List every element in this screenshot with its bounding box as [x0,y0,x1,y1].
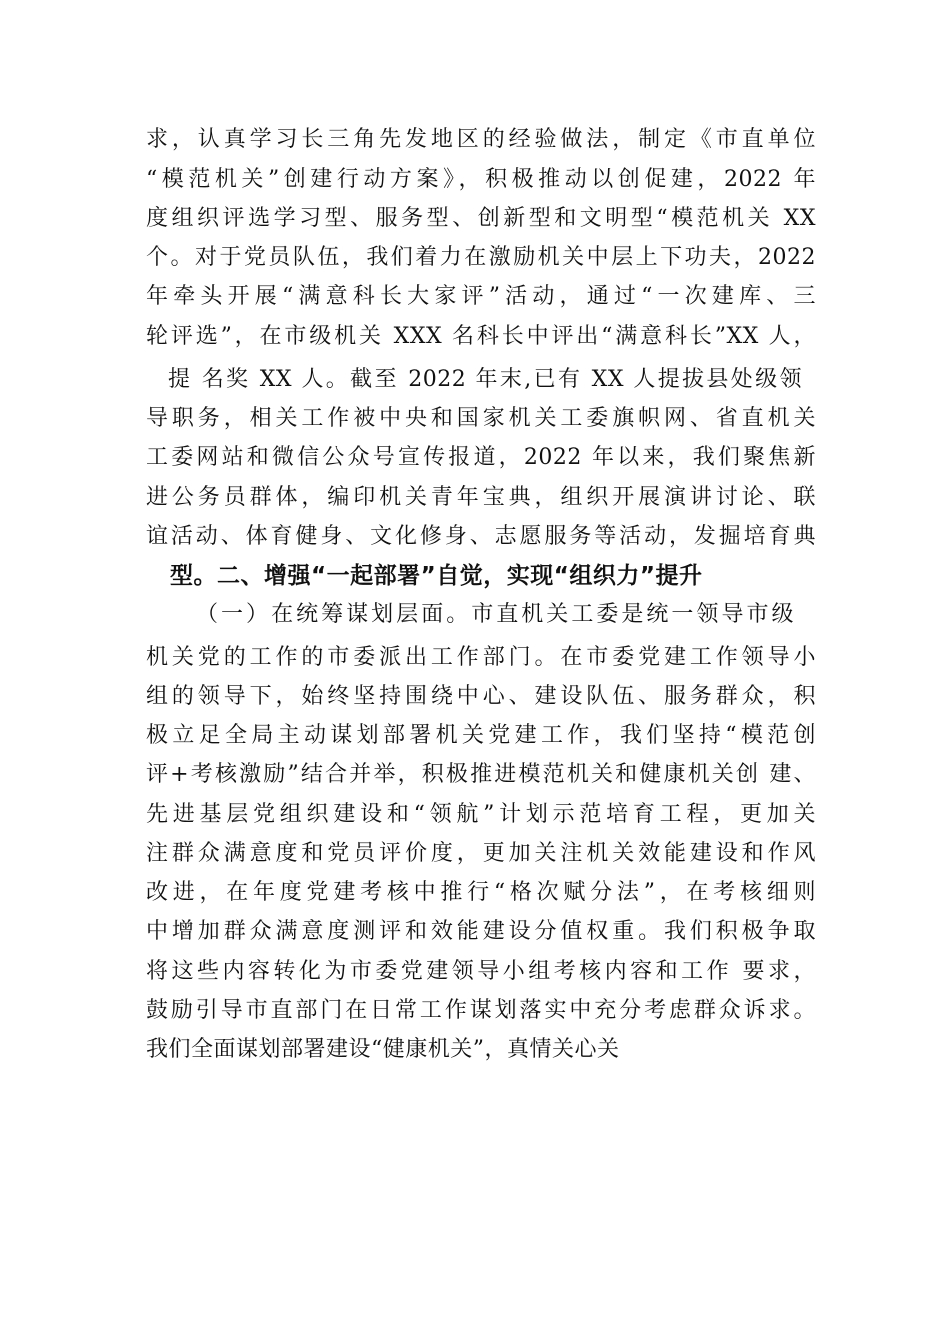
text-line: 工委网站和微信公众号宣传报道，2022 年以来，我们聚焦新 [146,445,816,470]
text-line: 求，认真学习长三角先发地区的经验做法，制定《市直单位 [146,127,816,152]
text-line: 提 名奖 XX 人。截至 2022 年末,已有 XX 人提拔县处级领 [168,367,802,392]
text-line: 评+考核激励”结合并举，积极推进模范机关和健康机关创 建、 [146,762,816,787]
text-line: 组的领导下，始终坚持围绕中心、建设队伍、服务群众，积 [146,684,816,709]
text-line: 机关党的工作的市委派出工作部门。在市委党建工作领导小 [146,645,816,670]
text-line: （一）在统筹谋划层面。市直机关工委是统一领导市级 [196,602,794,627]
text-line: 我们全面谋划部署建设“健康机关”，真情关心关 [146,1037,620,1062]
text-line: 进公务员群体，编印机关青年宝典，组织开展演讲讨论、联 [146,485,816,510]
text-line: 中增加群众满意度测评和效能建设分值权重。我们积极争取 [146,919,816,944]
text-line: 先进基层党组织建设和“领航”计划示范培育工程，更加关 [146,802,816,827]
text-line: 导职务，相关工作被中央和国家机关工委旗帜网、省直机关 [146,406,816,431]
text-line: 轮评选”，在市级机关 XXX 名科长中评出“满意科长”XX 人， [146,324,816,349]
text-line: 度组织评选学习型、服务型、创新型和文明型“模范机关 XX [146,206,816,231]
text-line: 个。对于党员队伍，我们着力在激励机关中层上下功夫，2022 [146,245,816,270]
text-line: 将这些内容转化为市委党建领导小组考核内容和工作 要求， [146,959,816,984]
text-line: 改进，在年度党建考核中推行“格次赋分法”，在考核细则 [146,880,816,905]
text-line: “模范机关”创建行动方案》，积极推动以创促建，2022 年 [146,167,816,192]
section-heading: 型。二、增强“一起部署”自觉，实现“组织力”提升 [170,563,703,589]
text-line: 谊活动、体育健身、文化修身、志愿服务等活动，发掘培育典 [146,524,816,549]
text-line: 年牵头开展“满意科长大家评”活动，通过“一次建库、三 [146,284,816,309]
text-line: 注群众满意度和党员评价度，更加关注机关效能建设和作风 [146,841,816,866]
text-line: 极立足全局主动谋划部署机关党建工作，我们坚持“模范创 [146,723,816,748]
text-line: 鼓励引导市直部门在日常工作谋划落实中充分考虑群众诉求。 [146,998,816,1023]
